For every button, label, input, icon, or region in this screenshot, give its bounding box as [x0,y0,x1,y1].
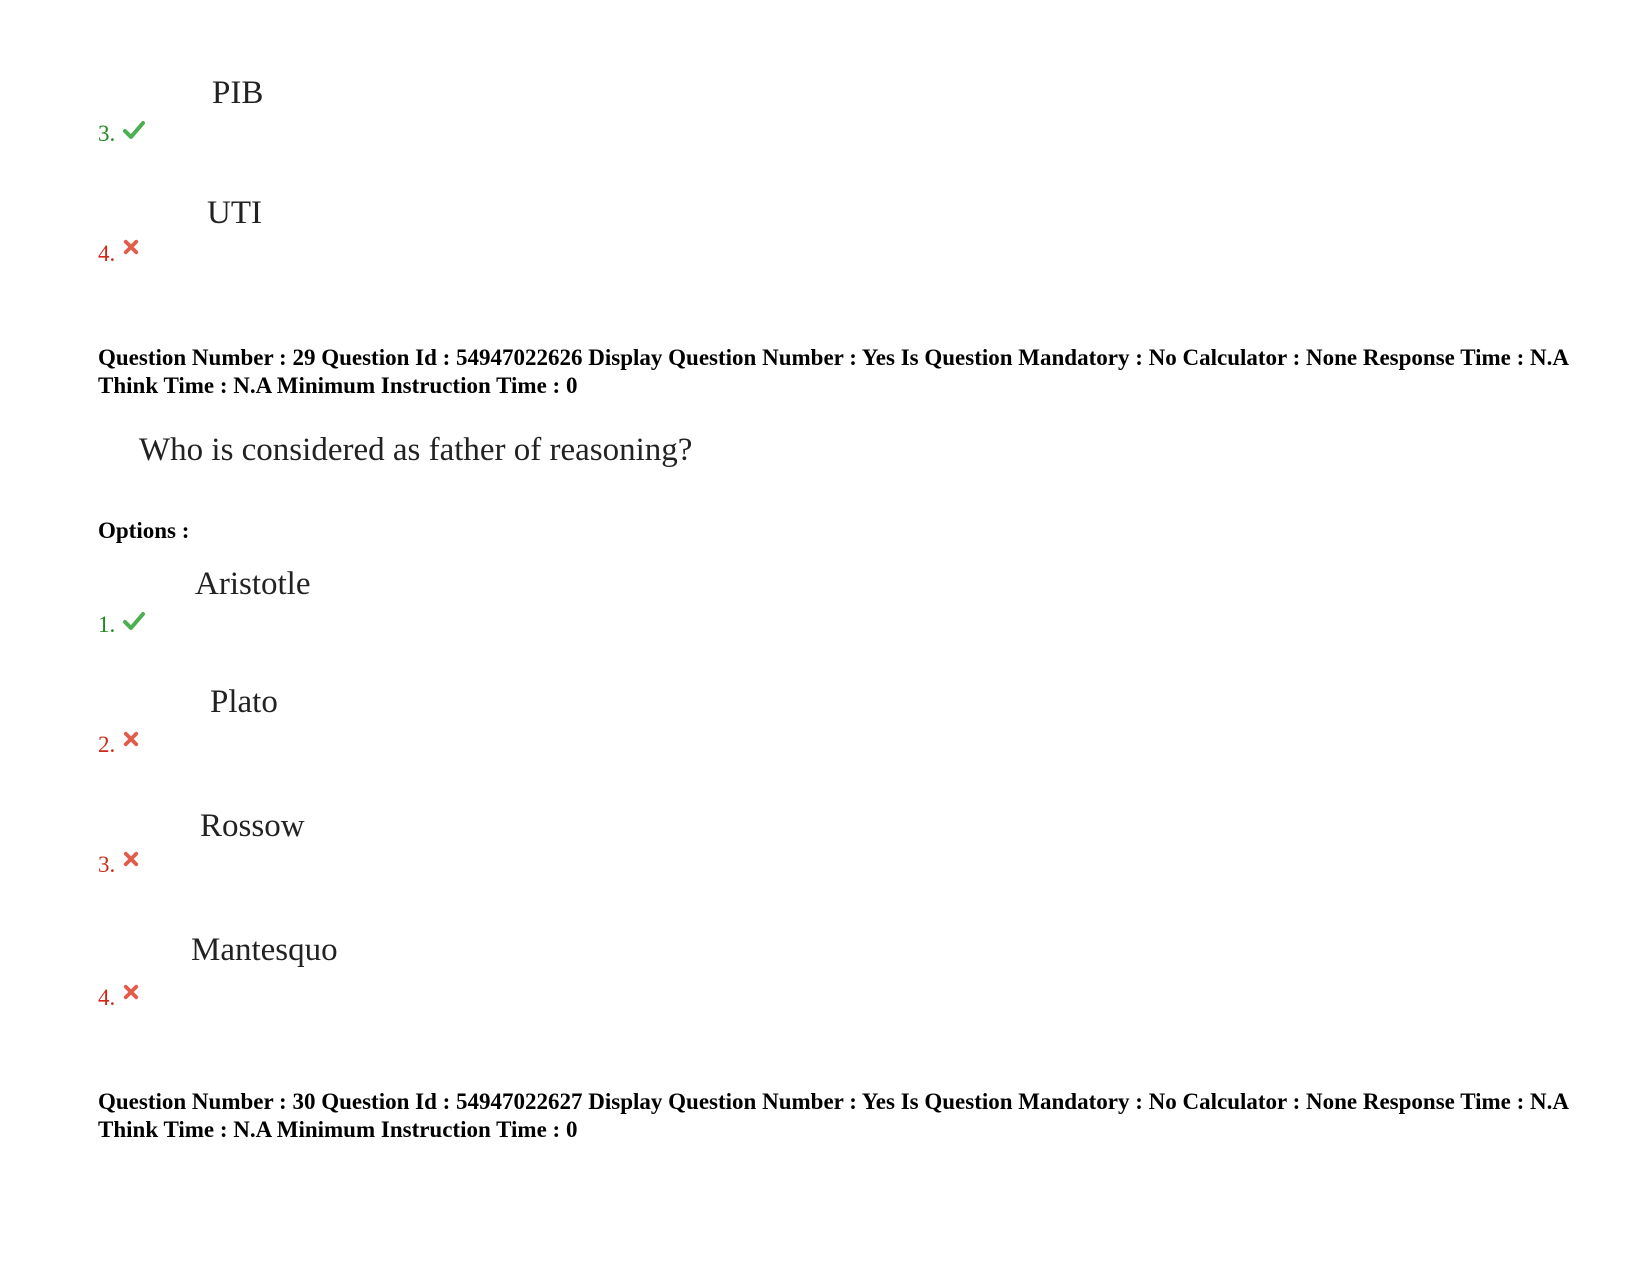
options-label: Options : [98,518,190,543]
option-text: Mantesquo [191,932,338,968]
option-number: 2. [98,732,116,757]
question-header-29: Question Number : 29 Question Id : 54947022626 Display Question Number : Yes Is Question Mandatory : No Calculator : None Response Time : N.A Think Time : N.A Minimum Instruction Time : 0 [98,345,1568,398]
cross-icon [122,983,140,1001]
check-icon [122,118,146,142]
option-text: Aristotle [195,566,311,602]
option-number: 4. [98,241,116,266]
question-header-30: Question Number : 30 Question Id : 54947022627 Display Question Number : Yes Is Question Mandatory : No Calculator : None Response Time : N.A Think Time : N.A Minimum Instruction Time : 0 [98,1089,1568,1142]
option-text: Plato [210,684,278,720]
cross-icon [122,850,140,868]
option-text: UTI [207,195,262,231]
option-number: 3. [98,852,116,877]
option-number: 1. [98,612,116,637]
question-text-29: Who is considered as father of reasoning? [139,432,693,468]
option-number: 3. [98,121,116,146]
check-icon [122,609,146,633]
cross-icon [122,730,140,748]
option-text: Rossow [200,808,305,844]
option-text: PIB [212,75,264,111]
option-number: 4. [98,985,116,1010]
cross-icon [122,238,140,256]
